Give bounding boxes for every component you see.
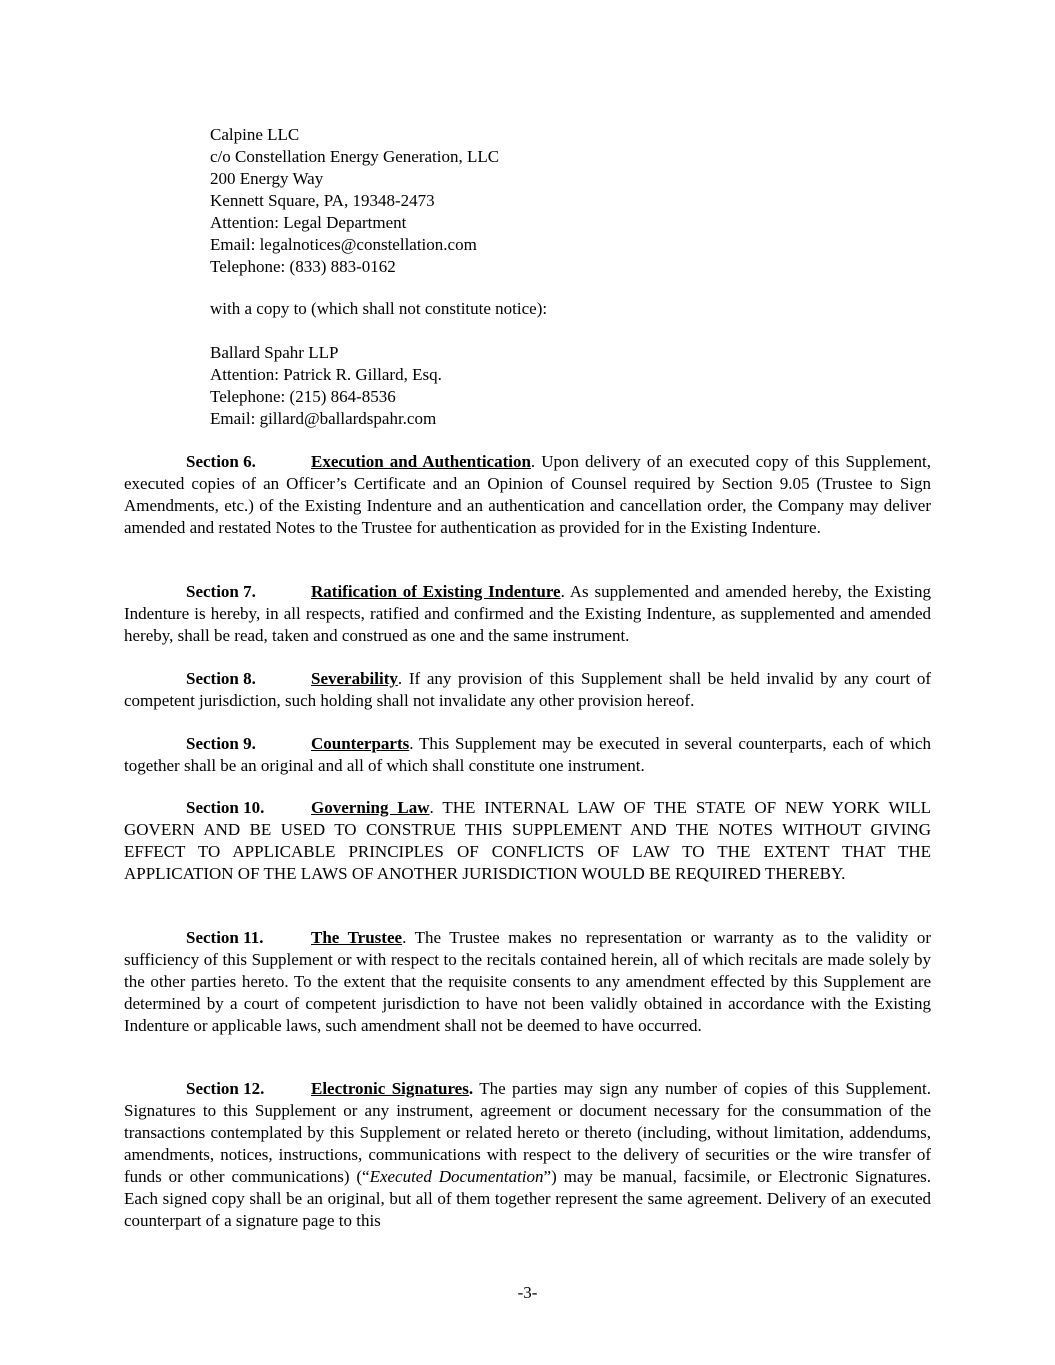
- address-line: Attention: Patrick R. Gillard, Esq.: [210, 365, 442, 384]
- address-line: Telephone: (833) 883-0162: [210, 257, 396, 276]
- section-body: ”) may be manual, facsimile, or Electronic Signatures. Each signed copy shall be an original, but all of them together represent the same agreement. Delivery of an executed counterpart of a signature page to this: [124, 1167, 931, 1230]
- section-11: [124, 927, 931, 1037]
- address-line: 200 Energy Way: [210, 169, 324, 188]
- page-number: -3-: [517, 1283, 538, 1302]
- section-number: Section 11.: [186, 928, 264, 947]
- section-9: [124, 733, 931, 777]
- company-notice-address: [210, 124, 499, 278]
- section-body: . Upon delivery of an executed copy of this Supplement, executed copies of an Officer’s Certificate and an Opinion of Counsel required by Section 9.05 (Trustee to Sign Amendments, etc.) of the Existing Indenture and an authentication and cancellation order, the Company may deliver amended and restated Notes to the Trustee for authentication as provided for in the Existing Indenture.: [124, 452, 931, 537]
- section-7: [124, 581, 931, 647]
- section-body: . This Supplement may be executed in several counterparts, each of which together shall be an original and all of which shall constitute one instrument.: [124, 734, 931, 775]
- section-heading: Execution and Authentication: [311, 452, 531, 471]
- section-number: Section 8.: [186, 669, 256, 688]
- section-number: Section 12.: [186, 1079, 265, 1098]
- copy-note: [210, 298, 547, 320]
- section-body: The parties may sign any number of copies of this Supplement. Signatures to this Supplement or any instrument, agreement or document necessary for the consummation of the transactions contemplated by this Supplement or related hereto or thereto (including, without limitation, addendums, amendments, notices, instructions, communications with respect to the delivery of securities or the wire transfer of funds or other communications) (“: [124, 1079, 931, 1186]
- section-number: Section 10.: [186, 798, 265, 817]
- address-line: Email: gillard@ballardspahr.com: [210, 409, 437, 428]
- counsel-notice-address: [210, 342, 442, 430]
- section-6: [124, 451, 931, 539]
- address-line: Ballard Spahr LLP: [210, 343, 339, 362]
- section-heading: Ratification of Existing Indenture: [311, 582, 561, 601]
- section-8: [124, 668, 931, 712]
- section-number: Section 9.: [186, 734, 256, 753]
- section-body: . The Trustee makes no representation or warranty as to the validity or sufficiency of this Supplement or with respect to the recitals contained herein, all of which recitals are made solely by the other parties hereto. To the extent that the requisite consents to any amendment effected by this Supplement are determined by a court of competent jurisdiction to have not been validly obtained in accordance with the Existing Indenture or applicable laws, such amendment shall not be deemed to have occurred.: [124, 928, 931, 1035]
- section-body: . THE INTERNAL LAW OF THE STATE OF NEW YORK WILL GOVERN AND BE USED TO CONSTRUE THIS SUPPLEMENT AND THE NOTES WITHOUT GIVING EFFECT TO APPLICABLE PRINCIPLES OF CONFLICTS OF LAW TO THE EXTENT THAT THE APPLICATION OF THE LAWS OF ANOTHER JURISDICTION WOULD BE REQUIRED THEREBY.: [124, 798, 931, 883]
- address-line: Kennett Square, PA, 19348-2473: [210, 191, 435, 210]
- section-12: [124, 1078, 931, 1232]
- section-heading: Severability: [311, 669, 398, 688]
- section-number: Section 7.: [186, 582, 256, 601]
- section-10: [124, 797, 931, 885]
- section-body: . As supplemented and amended hereby, the Existing Indenture is hereby, in all respects, ratified and confirmed and the Existing Indenture, as supplemented and amended hereby, shall be read, taken and construed as one and the same instrument.: [124, 582, 931, 645]
- section-heading: The Trustee: [311, 928, 403, 947]
- section-body: . If any provision of this Supplement shall be held invalid by any court of competent jurisdiction, such holding shall not invalidate any other provision hereof.: [124, 669, 931, 710]
- address-line: Email: legalnotices@constellation.com: [210, 235, 477, 254]
- section-heading-period: .: [468, 1079, 474, 1098]
- address-line: Calpine LLC: [210, 125, 300, 144]
- address-line: Telephone: (215) 864-8536: [210, 387, 396, 406]
- copy-note-text: with a copy to (which shall not constitute notice):: [210, 299, 548, 318]
- section-heading: Electronic Signatures: [311, 1079, 469, 1098]
- section-heading: Governing Law: [311, 798, 430, 817]
- address-line: Attention: Legal Department: [210, 213, 407, 232]
- section-number: Section 6.: [186, 452, 256, 471]
- section-body-defined-term: Executed Documentation: [369, 1167, 544, 1186]
- address-line: c/o Constellation Energy Generation, LLC: [210, 147, 500, 166]
- section-heading: Counterparts: [311, 734, 410, 753]
